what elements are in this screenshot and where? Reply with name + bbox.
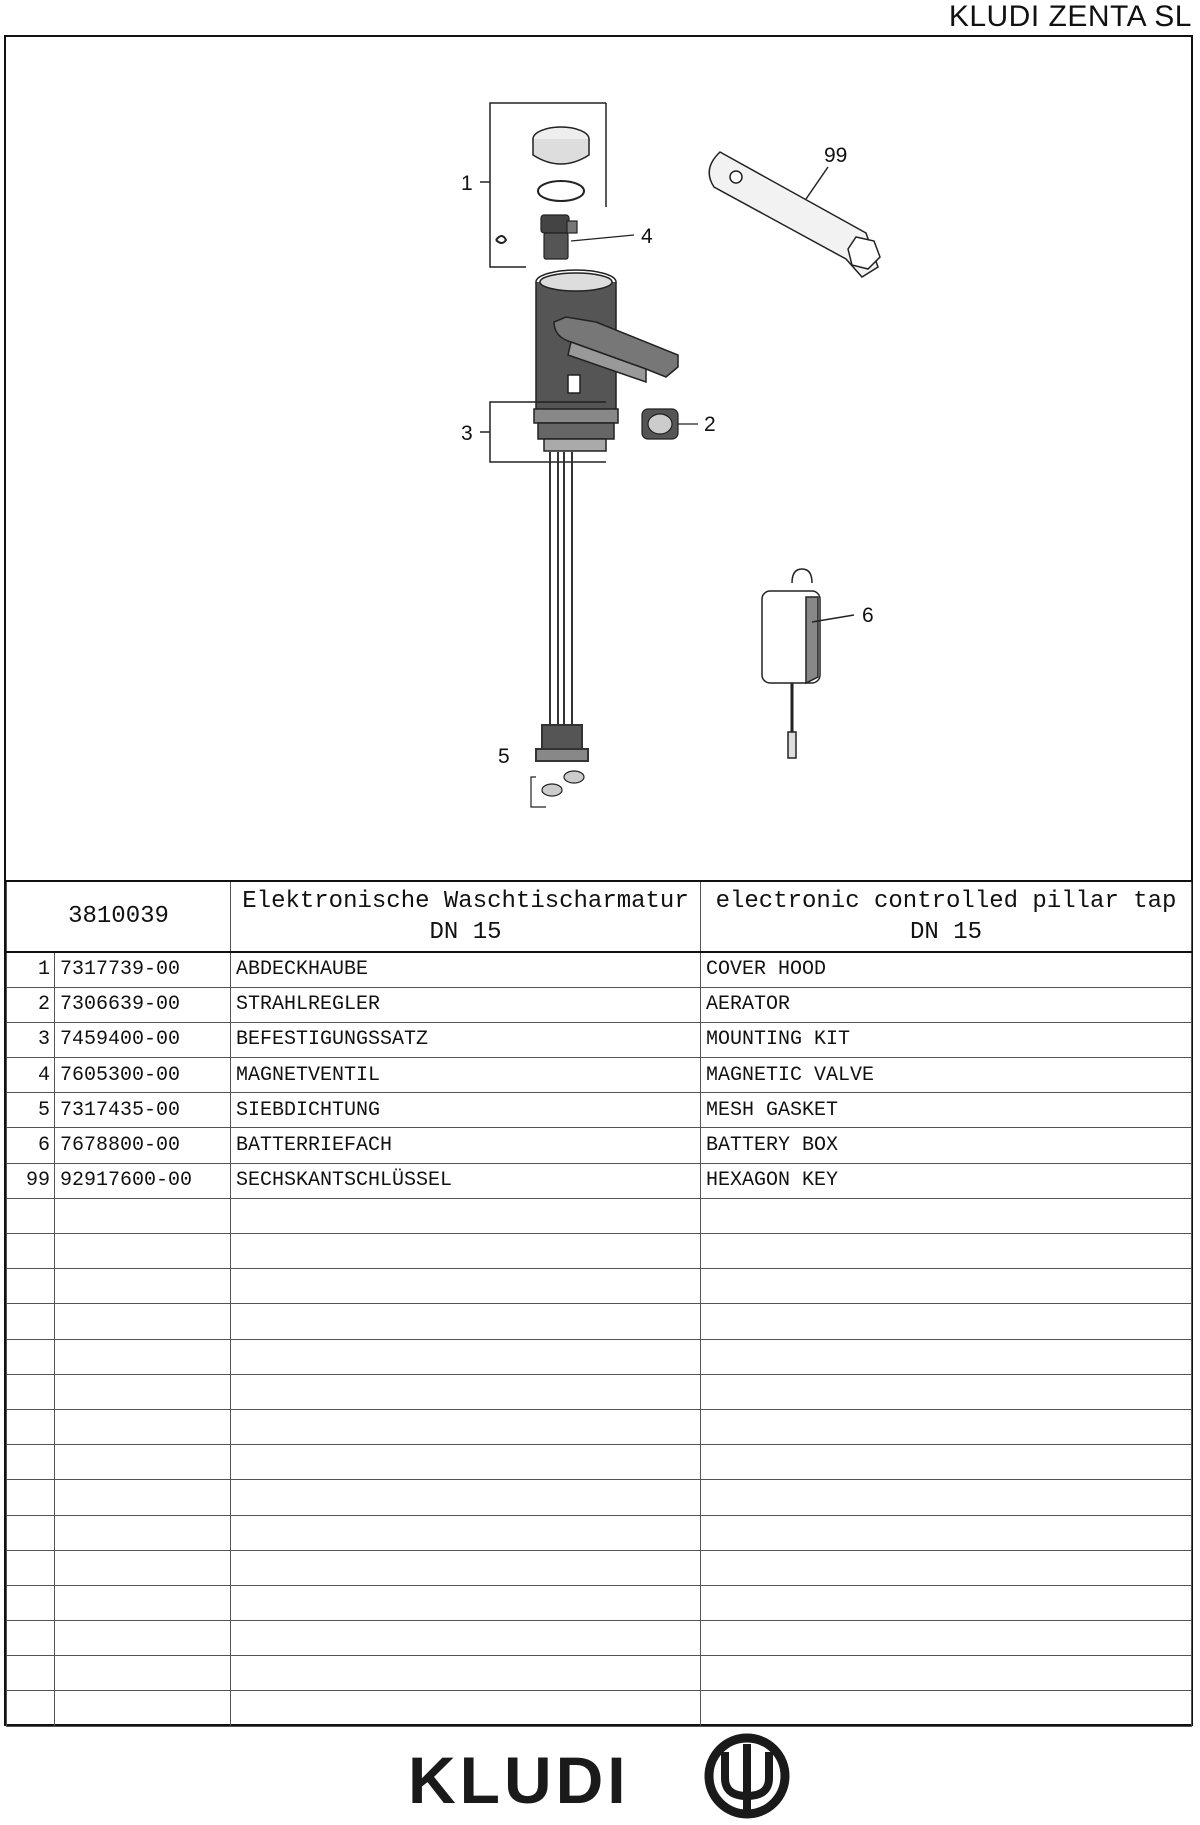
row-description-english: MOUNTING KIT: [701, 1022, 1192, 1057]
row-part-number: 7317435-00: [55, 1093, 231, 1128]
empty-cell: [701, 1234, 1192, 1269]
empty-cell: [701, 1621, 1192, 1656]
row-position: 4: [7, 1058, 55, 1093]
callout-2: 2: [704, 413, 716, 436]
empty-cell: [55, 1480, 231, 1515]
row-description-english: MESH GASKET: [701, 1093, 1192, 1128]
empty-cell: [55, 1621, 231, 1656]
empty-cell: [701, 1480, 1192, 1515]
empty-cell: [701, 1269, 1192, 1304]
empty-cell: [55, 1339, 231, 1374]
table-row: [7, 1093, 1192, 1128]
exploded-view-drawing: [6, 37, 1191, 880]
row-description-english: MAGNETIC VALVE: [701, 1058, 1192, 1093]
tap-body: [536, 270, 678, 412]
empty-cell: [701, 1656, 1192, 1691]
empty-cell: [231, 1304, 701, 1339]
empty-cell: [7, 1198, 55, 1233]
empty-cell: [55, 1304, 231, 1339]
empty-table-row: [7, 1550, 1192, 1585]
row-part-number: 7317739-00: [55, 952, 231, 987]
empty-cell: [7, 1269, 55, 1304]
article-number: 3810039: [7, 881, 231, 952]
empty-cell: [55, 1409, 231, 1444]
part-4-valve: [541, 215, 634, 259]
table-header-row: [7, 881, 1192, 952]
empty-cell: [231, 1445, 701, 1480]
logo-wordmark: KLUDI: [408, 1743, 630, 1817]
empty-cell: [7, 1445, 55, 1480]
row-description-german: BATTERRIEFACH: [231, 1128, 701, 1163]
empty-cell: [701, 1445, 1192, 1480]
empty-cell: [701, 1304, 1192, 1339]
empty-cell: [231, 1269, 701, 1304]
row-description-german: STRAHLREGLER: [231, 987, 701, 1022]
empty-table-row: [7, 1656, 1192, 1691]
empty-cell: [55, 1585, 231, 1620]
empty-cell: [231, 1339, 701, 1374]
row-description-german: BEFESTIGUNGSSATZ: [231, 1022, 701, 1057]
empty-cell: [7, 1480, 55, 1515]
empty-cell: [7, 1304, 55, 1339]
exploded-view-svg: [6, 37, 1191, 880]
row-description-english: COVER HOOD: [701, 952, 1192, 987]
title-german: Elektronische Waschtischarmatur DN 15: [231, 881, 701, 952]
row-position: 6: [7, 1128, 55, 1163]
row-part-number: 7678800-00: [55, 1128, 231, 1163]
title-english: electronic controlled pillar tap DN 15: [701, 881, 1192, 952]
callout-1: 1: [461, 172, 473, 195]
empty-cell: [55, 1550, 231, 1585]
empty-cell: [231, 1691, 701, 1726]
empty-cell: [55, 1515, 231, 1550]
empty-table-row: [7, 1339, 1192, 1374]
empty-cell: [55, 1234, 231, 1269]
empty-cell: [231, 1550, 701, 1585]
empty-table-row: [7, 1691, 1192, 1726]
empty-cell: [7, 1374, 55, 1409]
empty-cell: [7, 1234, 55, 1269]
empty-cell: [55, 1374, 231, 1409]
empty-table-row: [7, 1409, 1192, 1444]
empty-table-row: [7, 1621, 1192, 1656]
empty-cell: [7, 1691, 55, 1726]
empty-cell: [55, 1269, 231, 1304]
row-description-english: AERATOR: [701, 987, 1192, 1022]
table-row: [7, 987, 1192, 1022]
empty-table-row: [7, 1304, 1192, 1339]
empty-table-row: [7, 1234, 1192, 1269]
empty-cell: [701, 1409, 1192, 1444]
empty-cell: [701, 1550, 1192, 1585]
document-title: KLUDI ZENTA SL: [948, 0, 1192, 33]
callout-99: 99: [824, 144, 848, 167]
row-description-german: SIEBDICHTUNG: [231, 1093, 701, 1128]
empty-cell: [7, 1621, 55, 1656]
part-99-hexagon-key: [709, 152, 880, 277]
empty-cell: [55, 1691, 231, 1726]
row-description-english: HEXAGON KEY: [701, 1163, 1192, 1198]
kludi-logo-mark-icon: [701, 1730, 793, 1822]
row-position: 5: [7, 1093, 55, 1128]
empty-cell: [701, 1691, 1192, 1726]
row-position: 99: [7, 1163, 55, 1198]
empty-table-row: [7, 1480, 1192, 1515]
kludi-logo: [408, 1728, 793, 1825]
part-1-group: [480, 103, 606, 267]
row-part-number: 7605300-00: [55, 1058, 231, 1093]
empty-cell: [55, 1656, 231, 1691]
callout-6: 6: [862, 604, 874, 627]
empty-cell: [231, 1621, 701, 1656]
empty-table-row: [7, 1515, 1192, 1550]
part-5-mesh-gaskets: [531, 771, 584, 807]
part-6-battery-box: [762, 569, 854, 758]
row-position: 1: [7, 952, 55, 987]
table-row: [7, 952, 1192, 987]
empty-cell: [231, 1409, 701, 1444]
empty-table-row: [7, 1445, 1192, 1480]
empty-table-row: [7, 1198, 1192, 1233]
empty-cell: [231, 1480, 701, 1515]
row-description-english: BATTERY BOX: [701, 1128, 1192, 1163]
table-row: [7, 1163, 1192, 1198]
empty-cell: [7, 1409, 55, 1444]
row-position: 2: [7, 987, 55, 1022]
part-2-aerator: [642, 409, 698, 439]
drawing-frame: [4, 35, 1193, 1726]
empty-cell: [231, 1585, 701, 1620]
empty-cell: [701, 1515, 1192, 1550]
parts-list-table: [6, 880, 1192, 1727]
callout-5: 5: [498, 745, 510, 768]
row-part-number: 7306639-00: [55, 987, 231, 1022]
empty-cell: [7, 1339, 55, 1374]
empty-cell: [7, 1656, 55, 1691]
empty-cell: [7, 1585, 55, 1620]
callout-4: 4: [641, 225, 653, 248]
table-row: [7, 1022, 1192, 1057]
empty-cell: [231, 1515, 701, 1550]
hoses: [536, 452, 588, 761]
empty-table-row: [7, 1585, 1192, 1620]
empty-table-row: [7, 1269, 1192, 1304]
empty-cell: [231, 1234, 701, 1269]
empty-cell: [231, 1198, 701, 1233]
empty-cell: [701, 1339, 1192, 1374]
empty-cell: [7, 1515, 55, 1550]
row-position: 3: [7, 1022, 55, 1057]
empty-table-row: [7, 1374, 1192, 1409]
row-part-number: 7459400-00: [55, 1022, 231, 1057]
callout-3: 3: [461, 422, 473, 445]
row-part-number: 92917600-00: [55, 1163, 231, 1198]
empty-cell: [701, 1198, 1192, 1233]
empty-cell: [55, 1198, 231, 1233]
empty-cell: [701, 1585, 1192, 1620]
empty-cell: [701, 1374, 1192, 1409]
row-description-german: SECHSKANTSCHLÜSSEL: [231, 1163, 701, 1198]
table-row: [7, 1058, 1192, 1093]
table-row: [7, 1128, 1192, 1163]
empty-cell: [55, 1445, 231, 1480]
empty-cell: [7, 1550, 55, 1585]
empty-cell: [231, 1656, 701, 1691]
row-description-german: ABDECKHAUBE: [231, 952, 701, 987]
empty-cell: [231, 1374, 701, 1409]
row-description-german: MAGNETVENTIL: [231, 1058, 701, 1093]
